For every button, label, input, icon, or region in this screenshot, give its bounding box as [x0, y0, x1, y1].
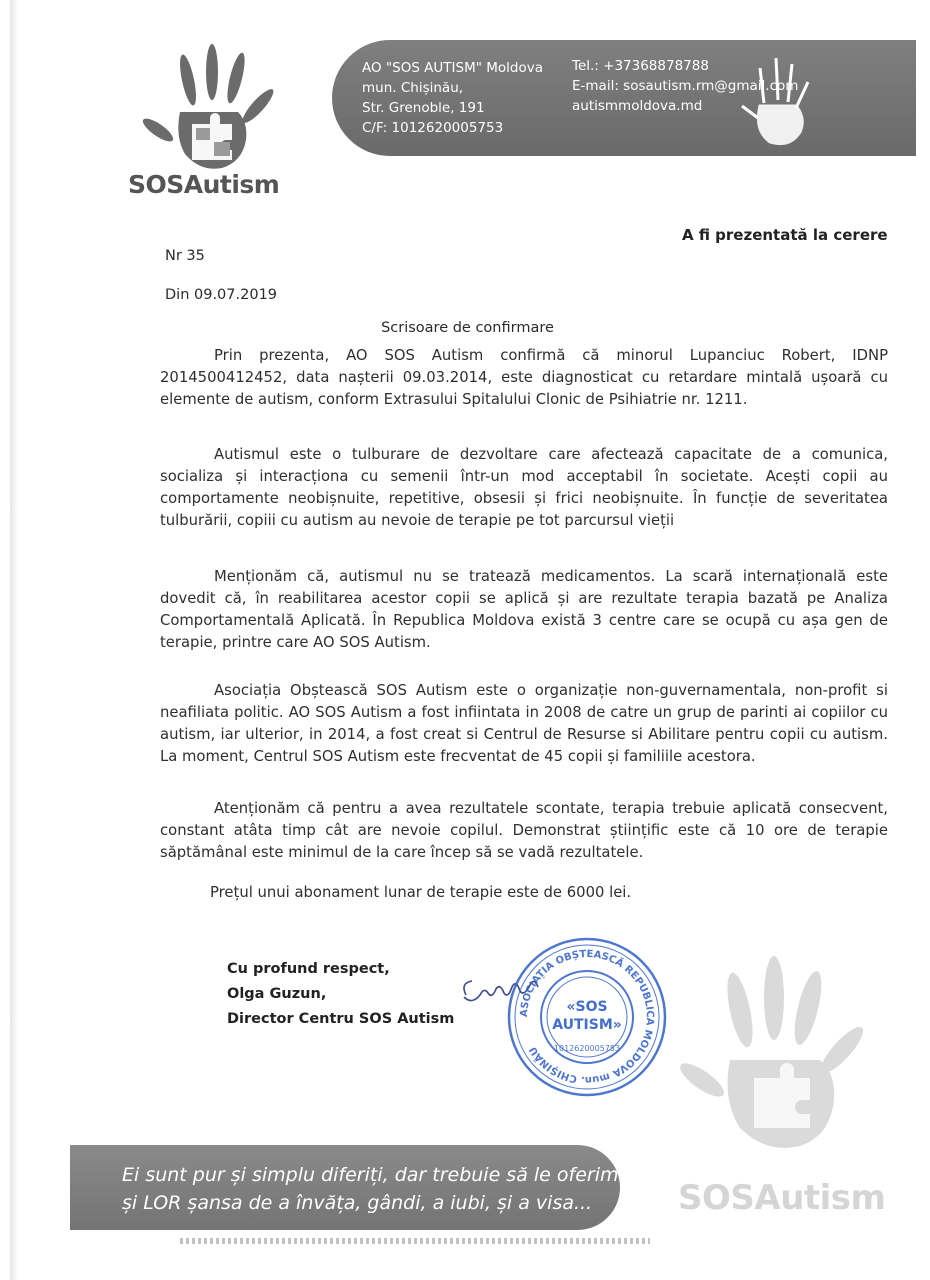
- paragraph-text: Prin prezenta, AO SOS Autism confirmă că minorul Lupanciuc Robert, IDNP 2014500412452, data nașterii 09.03.2014, este diagnosticat cu retardare mintală ușoară cu elemente de autism, conform Extrasului Spitalului Clonic de Psihiatrie nr. 1211.: [160, 347, 888, 408]
- price-paragraph: [210, 882, 710, 904]
- signature-block: [227, 957, 454, 1032]
- paragraph-text: Autismul este o tulburare de dezvoltare care afectează capacitate de a comunica, socializa și interacționa cu semenii într-un mod acceptabil în societate. Acești copii au comportamente neobișnuite, repetitive, obsesii și frici neobișnuite. În funcție de severitatea tulburării, copiii cu autism au nevoie de terapie pe tot parcursul vieții: [160, 446, 888, 529]
- stamp-center-line1: «SOS: [566, 999, 608, 1015]
- document-number: Nr 35: [165, 248, 205, 264]
- motto-line-2: și LOR șansa de a învăța, gândi, a iubi, și a visa...: [122, 1192, 593, 1214]
- org-fiscal-code: C/F: 1012620005753: [362, 120, 504, 136]
- paragraph-text: Prețul unui abonament lunar de terapie este de 6000 lei.: [210, 884, 632, 901]
- org-email: E-mail: sosautism.rm@gmail.com: [572, 78, 799, 94]
- document-subject: Scrisoare de confirmare: [381, 320, 554, 336]
- paragraph: [160, 680, 888, 768]
- page-edge-shadow: [10, 0, 18, 1280]
- footer-motto-band: [70, 1145, 620, 1230]
- stamp-center-line2: AUTISM»: [552, 1017, 622, 1033]
- hand-outline-icon: [730, 48, 826, 148]
- logo-wordmark: SOSAutism: [128, 170, 280, 199]
- paragraph: [160, 566, 888, 654]
- signer-name: Olga Guzun,: [227, 986, 327, 1002]
- paragraph-text: Menționăm că, autismul nu se tratează medicamentos. La scară internațională este dovedit că, în reabilitarea acestor copii se aplică și are rezultate terapia bazată pe Analiza Comportamentală Aplicată. În Republica Moldova există 3 centre care se ocupă cu așa gen de terapie, printre care AO SOS Autism.: [160, 568, 888, 651]
- document-date: Din 09.07.2019: [165, 287, 278, 303]
- letter-page: [10, 0, 925, 1280]
- scan-artifact-strip: [180, 1238, 650, 1244]
- org-phone: Tel.: +37368878788: [572, 58, 709, 74]
- motto-text: [122, 1161, 619, 1217]
- paragraph: [160, 345, 888, 411]
- signer-title: Director Centru SOS Autism: [227, 1011, 455, 1027]
- stamp-ring-text: ASOCIAȚIA OBȘTEASCĂ REPUBLICA MOLDOVA mun. CHIȘINĂU: [518, 948, 656, 1086]
- header-contact-band: [332, 40, 916, 156]
- motto-line-1: Ei sunt pur și simplu diferiți, dar trebuie să le oferim: [122, 1164, 619, 1186]
- paragraph-text: Atenționăm că pentru a avea rezultatele scontate, terapia trebuie aplicată consecvent, constant atâta timp cât are nevoie copilul. Demonstrat științific este că 10 ore de terapie săptămânal este minimul de la care încep să se vadă rezultatele.: [160, 800, 888, 861]
- org-street: Str. Grenoble, 191: [362, 100, 485, 116]
- official-round-stamp: [505, 935, 670, 1100]
- org-name: AO "SOS AUTISM" Moldova: [362, 60, 543, 76]
- paragraph: [160, 444, 888, 532]
- closing-line: Cu profund respect,: [227, 961, 390, 977]
- paragraph-text: Asociația Obștească SOS Autism este o organizație non-guvernamentala, non-profit si neafiliata politic. AO SOS Autism a fost infiintata in 2008 de catre un grup de parinti ai copiilor cu autism, iar ulterior, in 2014, a fost creat si Centrul de Resurse si Abilitare pentru copii cu autism. La moment, Centrul SOS Autism este frecventat de 45 copii și familiile acestora.: [160, 682, 888, 765]
- watermark-hand-icon: [670, 950, 880, 1180]
- org-address-block: [362, 58, 543, 138]
- org-website: autismmoldova.md: [572, 98, 703, 114]
- footer-logo-wordmark: SOSAutism: [678, 1178, 886, 1218]
- paragraph: [160, 798, 888, 864]
- presentation-note: A fi prezentată la cerere: [682, 226, 888, 244]
- stamp-code: 1012620005753: [553, 1044, 621, 1053]
- org-city: mun. Chișinău,: [362, 80, 464, 96]
